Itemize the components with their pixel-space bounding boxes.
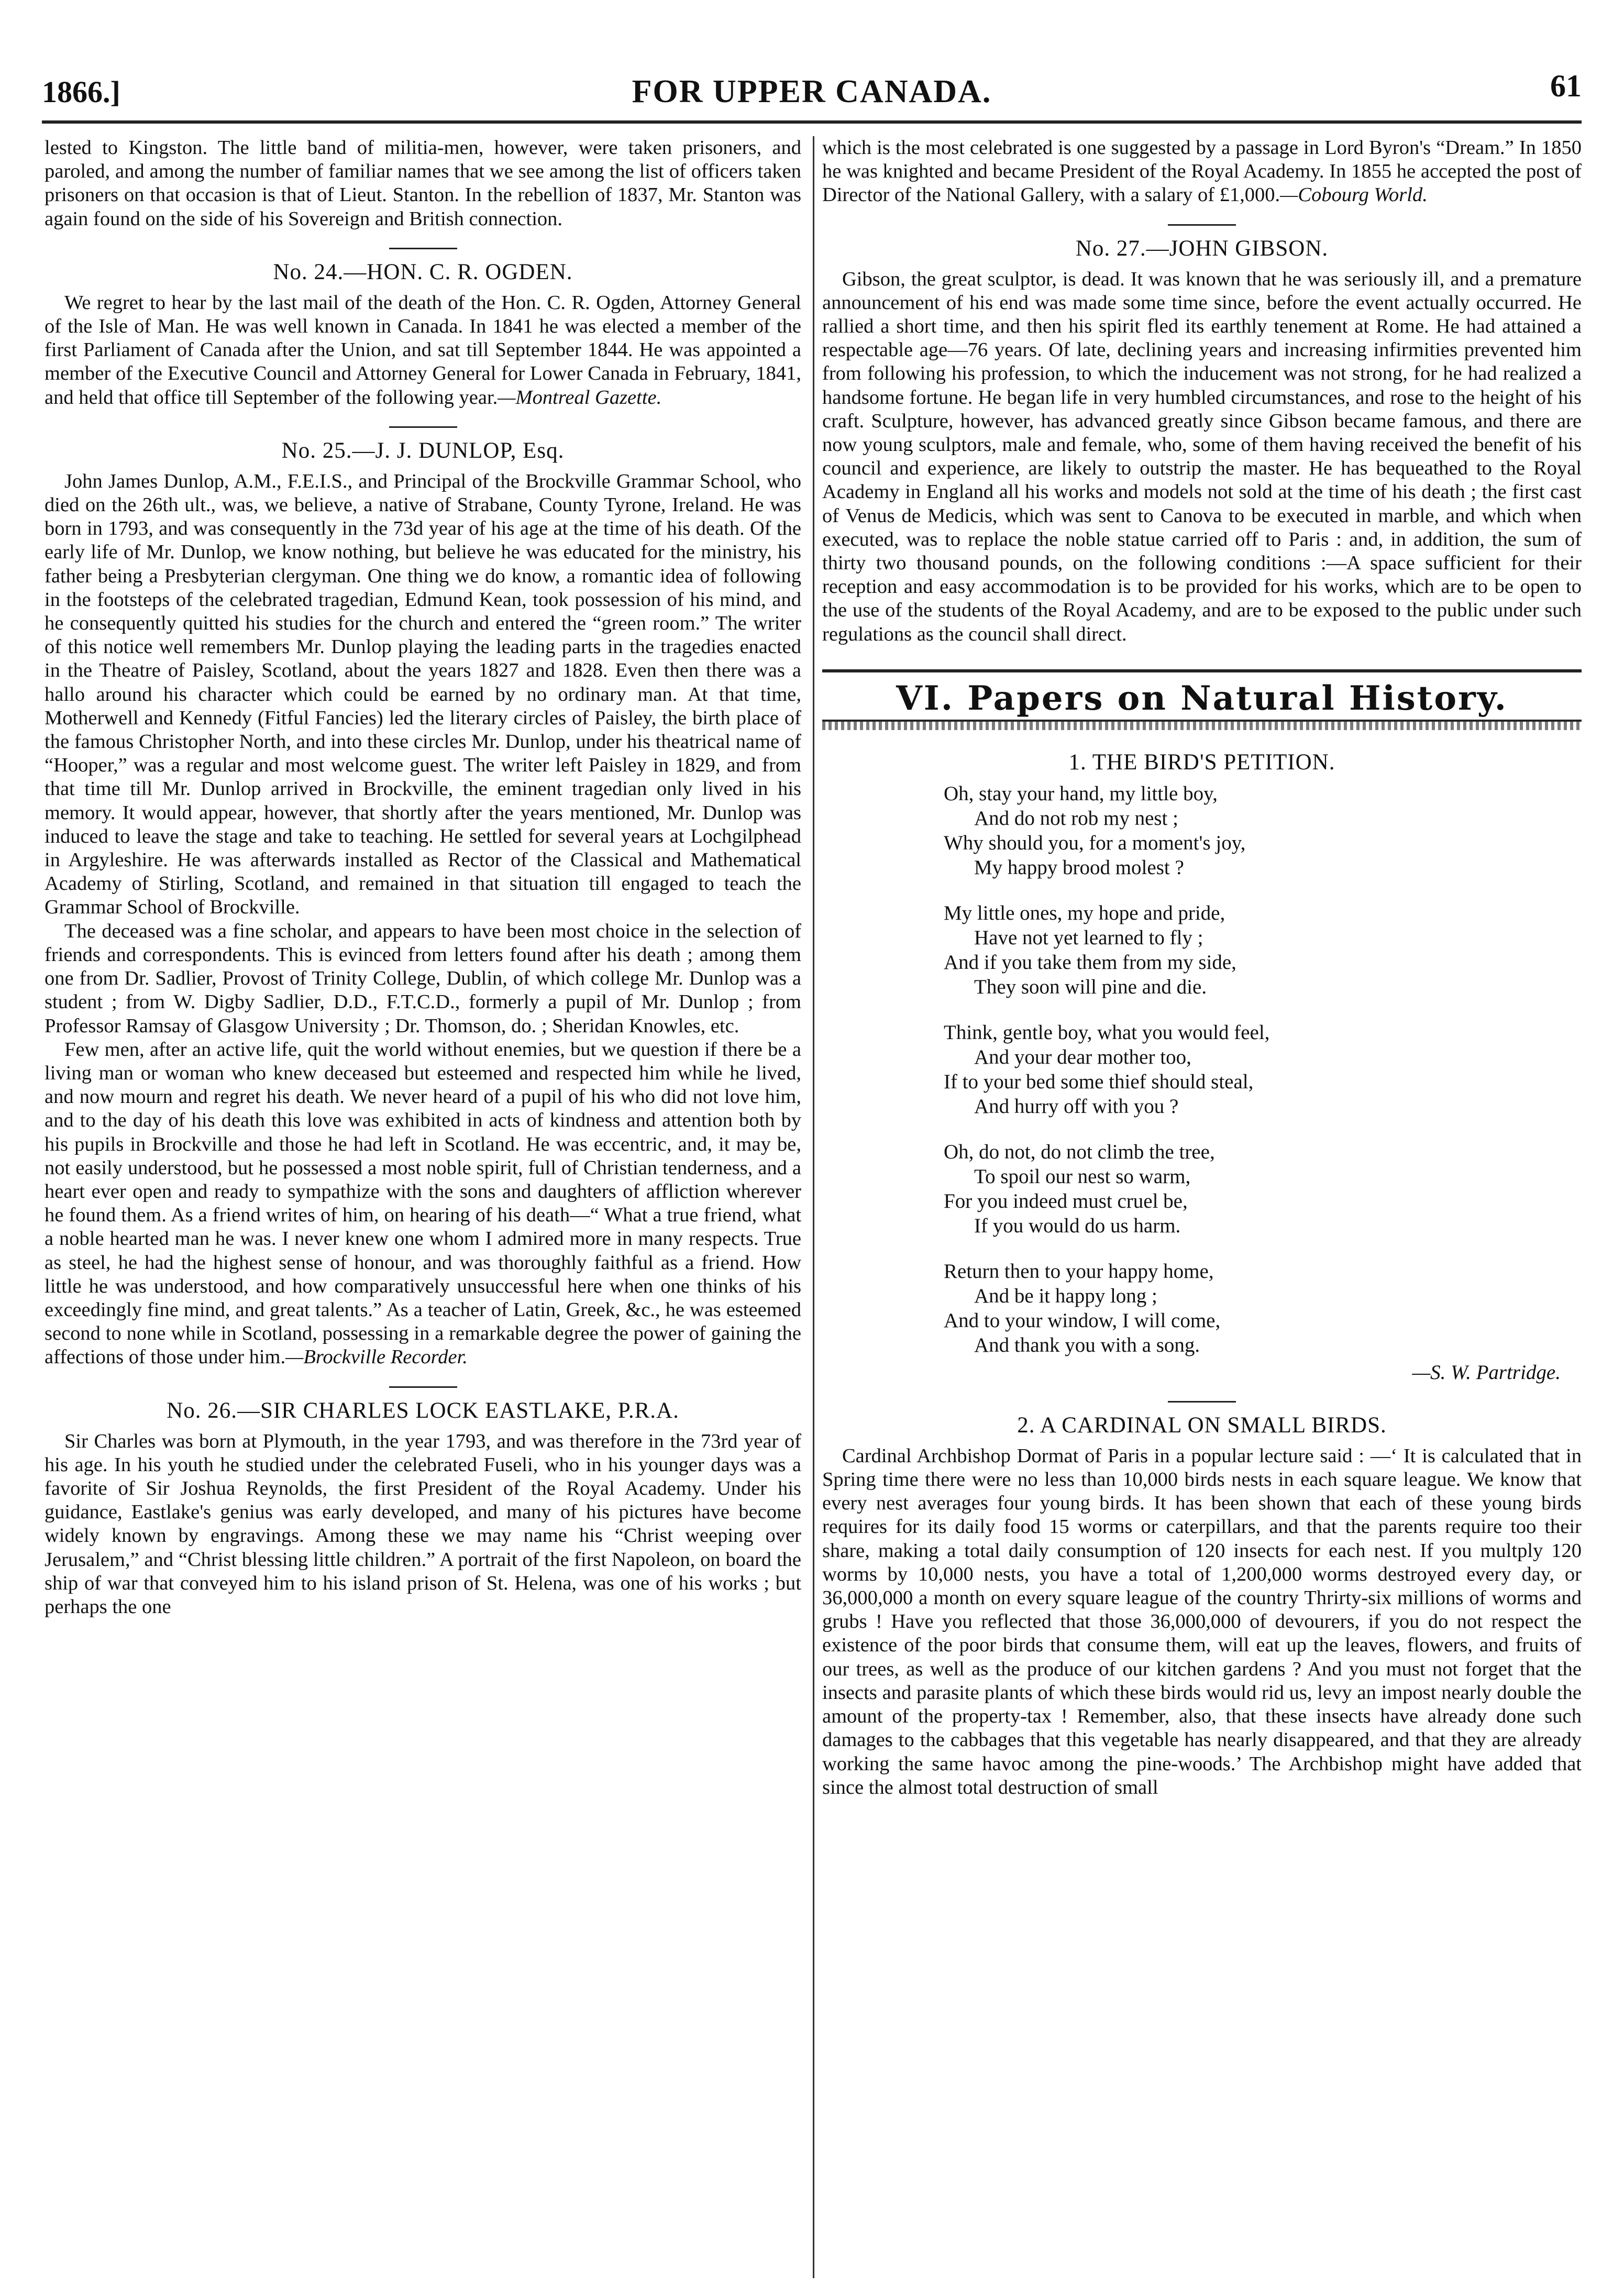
section-rule: [389, 248, 457, 249]
poem-heading: 1. THE BIRD'S PETITION.: [1068, 749, 1335, 775]
no25-paragraph-1: John James Dunlop, A.M., F.E.I.S., and Principal of the Brockville Grammar School, who died on the 26th ult., was, we believe, a native of Strabane, County Tyrone, Ireland. He was born in 1793, and was consequently in the 73d year of his age at the time of his death. Of the early life of Mr. Dunlop, we know nothing, but believe he was educated for the ministry, his father being a Presbyterian clergyman. One thing we do know, a romantic idea of following in the footsteps of the celebrated tragedian, Edmund Kean, took possession of his mind, and he consequently quitted his studies for the church and entered the “green room.” The writer of this notice well remembers Mr. Dunlop playing the leading parts in the tragedies enacted in the Theatre of Paisley, Scotland, about the years 1827 and 1828. Even then there was a hallo around his character which could be earned by no ordinary man. At that time, Motherwell and Kennedy (Fitful Fancies) led the literary circles of Paisley, the birth place of the famous Christopher North, and into these circles Mr. Dunlop, under his theatrical name of “Hooper,” was a regular and most welcome guest. The writer left Paisley in 1829, and from that time till Mr. Dunlop arrived in Brockville, the eminent tragedian only lived in his memory. It would appear, however, that shortly after the years mentioned, Mr. Dunlop was induced to leave the stage and take to teaching. He settled for several years at Lochgilphead in Argyleshire. He was afterwards installed as Rector of the Classical and Mathematical Academy of Stirling, Scotland, and remained in that situation till engaged to teach the Grammar School of Brockville.: [45, 470, 801, 919]
poem-line: My little ones, my hope and pride,: [944, 901, 1225, 924]
no25-source: —Brockville Recorder.: [285, 1346, 468, 1368]
section-rule: [1168, 224, 1236, 226]
section-rule: [1168, 1401, 1236, 1403]
section-rule: [389, 1386, 457, 1388]
left-column: [45, 136, 801, 2275]
article-body-no24: [45, 291, 801, 410]
poem-line: And do not rob my nest ;: [974, 807, 1178, 830]
poem-stanza: [944, 1020, 1582, 1119]
poem-attribution: —S. W. Partridge.: [1412, 1361, 1561, 1384]
poem-stanza: [944, 1259, 1582, 1357]
no25-paragraph-3: [45, 1038, 801, 1370]
eastlake-text: which is the most celebrated is one suggested by a passage in Lord Byron's “Dream.” In 1850 he was knighted and became President of the Royal Academy. In 1855 he accepted the post of Director of the National Gallery, with a salary of £1,000.: [822, 137, 1582, 206]
poem-line: Oh, do not, do not climb the tree,: [944, 1140, 1215, 1163]
poem-stanza: [944, 1140, 1582, 1238]
section-title: VI. Papers on Natural History.: [896, 678, 1508, 718]
running-title: FOR UPPER CANADA.: [632, 74, 992, 109]
article-heading-no25: No. 25.—J. J. DUNLOP, Esq.: [281, 438, 565, 463]
page-header: [42, 63, 1582, 124]
poem-stanza: [944, 901, 1582, 999]
poem-line: And thank you with a song.: [974, 1333, 1200, 1356]
cardinal-paragraph: Cardinal Archbishop Dormat of Paris in a popular lecture said : —‘ It is calculated that in Spring time there were no less than 10,000 birds nests in each square league. We know that every nest averages four young birds. It has been shown that each of these young birds requires for its daily food 15 worms or caterpillars, and that the parents require too their share, making a total daily consumption of 120 insects for each nest. If you multply 120 worms by 10,000 nests, you have a total of 1,200,000 worms destroyed every day, or 36,000,000 a month on every square league of the country Thrirty-six millions of worms and grubs ! Have you reflected that those 36,000,000 of devourers, if you do not respect the existence of the poor birds that consume them, will eat up the leaves, flowers, and fruits of our trees, as well as the produce of our kitchen gardens ? And you must not forget that the insects and parasite plants of which these birds would rid us, levy an impost nearly double the amount of the property-tax ! Remember, also, that these insects have already done such damages to the cabbages that this vegetable has nearly disappeared, and that they are already working the same havoc among the pine-woods.’ The Archbishop might have added that since the almost total destruction of small: [822, 1444, 1582, 1798]
poem-line: If you would do us harm.: [974, 1214, 1181, 1237]
poem-line: To spoil our nest so warm,: [974, 1165, 1191, 1188]
article-heading-no24: No. 24.—HON. C. R. OGDEN.: [273, 259, 573, 284]
eastlake-source: —Cobourg World.: [1280, 184, 1428, 206]
no27-paragraph: Gibson, the great sculptor, is dead. It was known that he was seriously ill, and a premature announcement of his end was made some time since, before the event actually occurred. He rallied a short time, and then his spirit fled its earthly tenement at Rome. He had attained a respectable age—76 years. Of late, declining years and increasing infirmities prevented him from following his profession, to which the inducement was not strong, for he had realized a handsome fortune. He began life in very humbled circumstances, and rose to the height of his craft. Sculpture, however, has advanced greatly since Gibson became famous, and there are now young sculptors, male and female, who, some of them having received the benefit of his council and experience, are likely to outstrip the master. He has bequeathed to the Royal Academy in England all his works and models not sold at the time of his death ; the first cast of Venus de Medicis, which was sent to Canova to be executed in marble, and which when executed, was to replace the noble statue carried off to Paris : and, in addition, the sum of thirty two thousand pounds, on the following conditions :—A space sufficient for their reception and easy accommodation is to be provided for his works, which are to be open to the use of the students of the Royal Academy, and are to be exposed to the public under such regulations as the council shall direct.: [822, 268, 1582, 645]
intro-paragraph: lested to Kingston. The little band of militia-men, however, were taken prisoners, and paroled, and among the number of familiar names that we see among the list of officers taken prisoners on that occasion is that of Lieut. Stanton. In the rebellion of 1837, Mr. Stanton was again found on the side of his Sovereign and British connection.: [45, 137, 801, 230]
poem-line: Return then to your happy home,: [944, 1260, 1214, 1283]
poem-line: My happy brood molest ?: [974, 856, 1184, 879]
no24-source: —Montreal Gazette.: [498, 386, 662, 409]
no26-paragraph: Sir Charles was born at Plymouth, in the year 1793, and was therefore in the 73rd year of his age. In his youth he studied under the celebrated Fuseli, who in his younger days was a favorite of Sir Joshua Reynolds, the first President of the Royal Academy. Under his guidance, Eastlake's genius was early developed, and many of his pictures have become widely known by engravings. Among these we may name his “Christ weeping over Jerusalem,” and “Christ blessing little children.” A portrait of the first Napoleon, on board the ship of war that conveyed him to his island prison of St. Helena, was one of his works ; but perhaps the one: [45, 1430, 801, 1618]
poem-line: Why should you, for a moment's joy,: [944, 831, 1246, 854]
right-column: [822, 136, 1582, 2275]
poem-line: And if you take them from my side,: [944, 951, 1236, 974]
no25-text-3: Few men, after an active life, quit the world without enemies, but we question if there be a living man or woman who knew deceased but esteemed and respected him while he lived, and now mourn and regret his death. We never heard of a pupil of his who did not love him, and to the day of his death this love was exhibited in acts of kindness and attention both by his pupils in Brockville and those he had left in Scotland. He was eccentric, and, it may be, not easily understood, but he possessed a most noble spirit, full of Christian tenderness, and a heart ever open and ready to sympathize with the sons and daughters of affliction wherever he found them. As a friend writes of him, on hearing of his death—“ What a true friend, what a noble hearted man he was. I never knew one whom I admired more in many respects. True as steel, he had the highest sense of honour, and was thoroughly faithful as a friend. How little he was understood, and how comparatively unsuccessful here when one thinks of his exceedingly fine mind, and great talents.” As a teacher of Latin, Greek, &c., he was esteemed second to none while in Scotland, possessing in a remarkable degree the power of gaining the affections of those under him.: [45, 1038, 801, 1368]
poem: [822, 781, 1582, 1357]
poem-line: And be it happy long ;: [974, 1284, 1157, 1307]
cardinal-heading: 2. A CARDINAL ON SMALL BIRDS.: [1017, 1412, 1387, 1438]
poem-line: For you indeed must cruel be,: [944, 1189, 1188, 1212]
section-rule: [389, 426, 457, 428]
eastlake-continuation: [822, 136, 1582, 207]
poem-line: If to your bed some thief should steal,: [944, 1070, 1254, 1093]
header-date: 1866.]: [42, 75, 120, 109]
poem-line: Think, gentle boy, what you would feel,: [944, 1021, 1270, 1044]
decorative-wave-rule: [822, 722, 1582, 730]
poem-line: They soon will pine and die.: [974, 975, 1207, 998]
page-number: 61: [1550, 69, 1582, 103]
poem-line: Oh, stay your hand, my little boy,: [944, 782, 1218, 805]
no25-paragraph-2: The deceased was a fine scholar, and appears to have been most choice in the selection of friends and correspondents. This is evinced from letters found after his death ; among them one from Dr. Sadlier, Provost of Trinity College, Dublin, of which college Mr. Dunlop was a student ; from W. Digby Sadlier, D.D., F.T.C.D., formerly a pupil of Mr. Dunlop ; from Professor Ramsay of Glasgow University ; Dr. Thomson, do. ; Sheridan Knowles, etc.: [45, 920, 801, 1037]
poem-line: And to your window, I will come,: [944, 1309, 1221, 1332]
article-heading-no27: No. 27.—JOHN GIBSON.: [1075, 236, 1329, 261]
poem-line: Have not yet learned to fly ;: [974, 926, 1203, 949]
column-divider: [813, 136, 814, 2278]
section-header-band: [822, 669, 1582, 722]
poem-stanza: [944, 781, 1582, 880]
poem-line: And your dear mother too,: [974, 1045, 1191, 1068]
no24-text: We regret to hear by the last mail of the death of the Hon. C. R. Ogden, Attorney General of the Isle of Man. He was well known in Canada. In 1841 he was elected a member of the first Parliament of Canada after the Union, and sat till September 1844. He was appointed a member of the Executive Council and Attorney General for Lower Canada in February, 1841, and held that office till September of the following year.: [45, 291, 801, 409]
article-heading-no26: No. 26.—SIR CHARLES LOCK EASTLAKE, P.R.A.: [167, 1398, 679, 1423]
poem-line: And hurry off with you ?: [974, 1095, 1179, 1118]
